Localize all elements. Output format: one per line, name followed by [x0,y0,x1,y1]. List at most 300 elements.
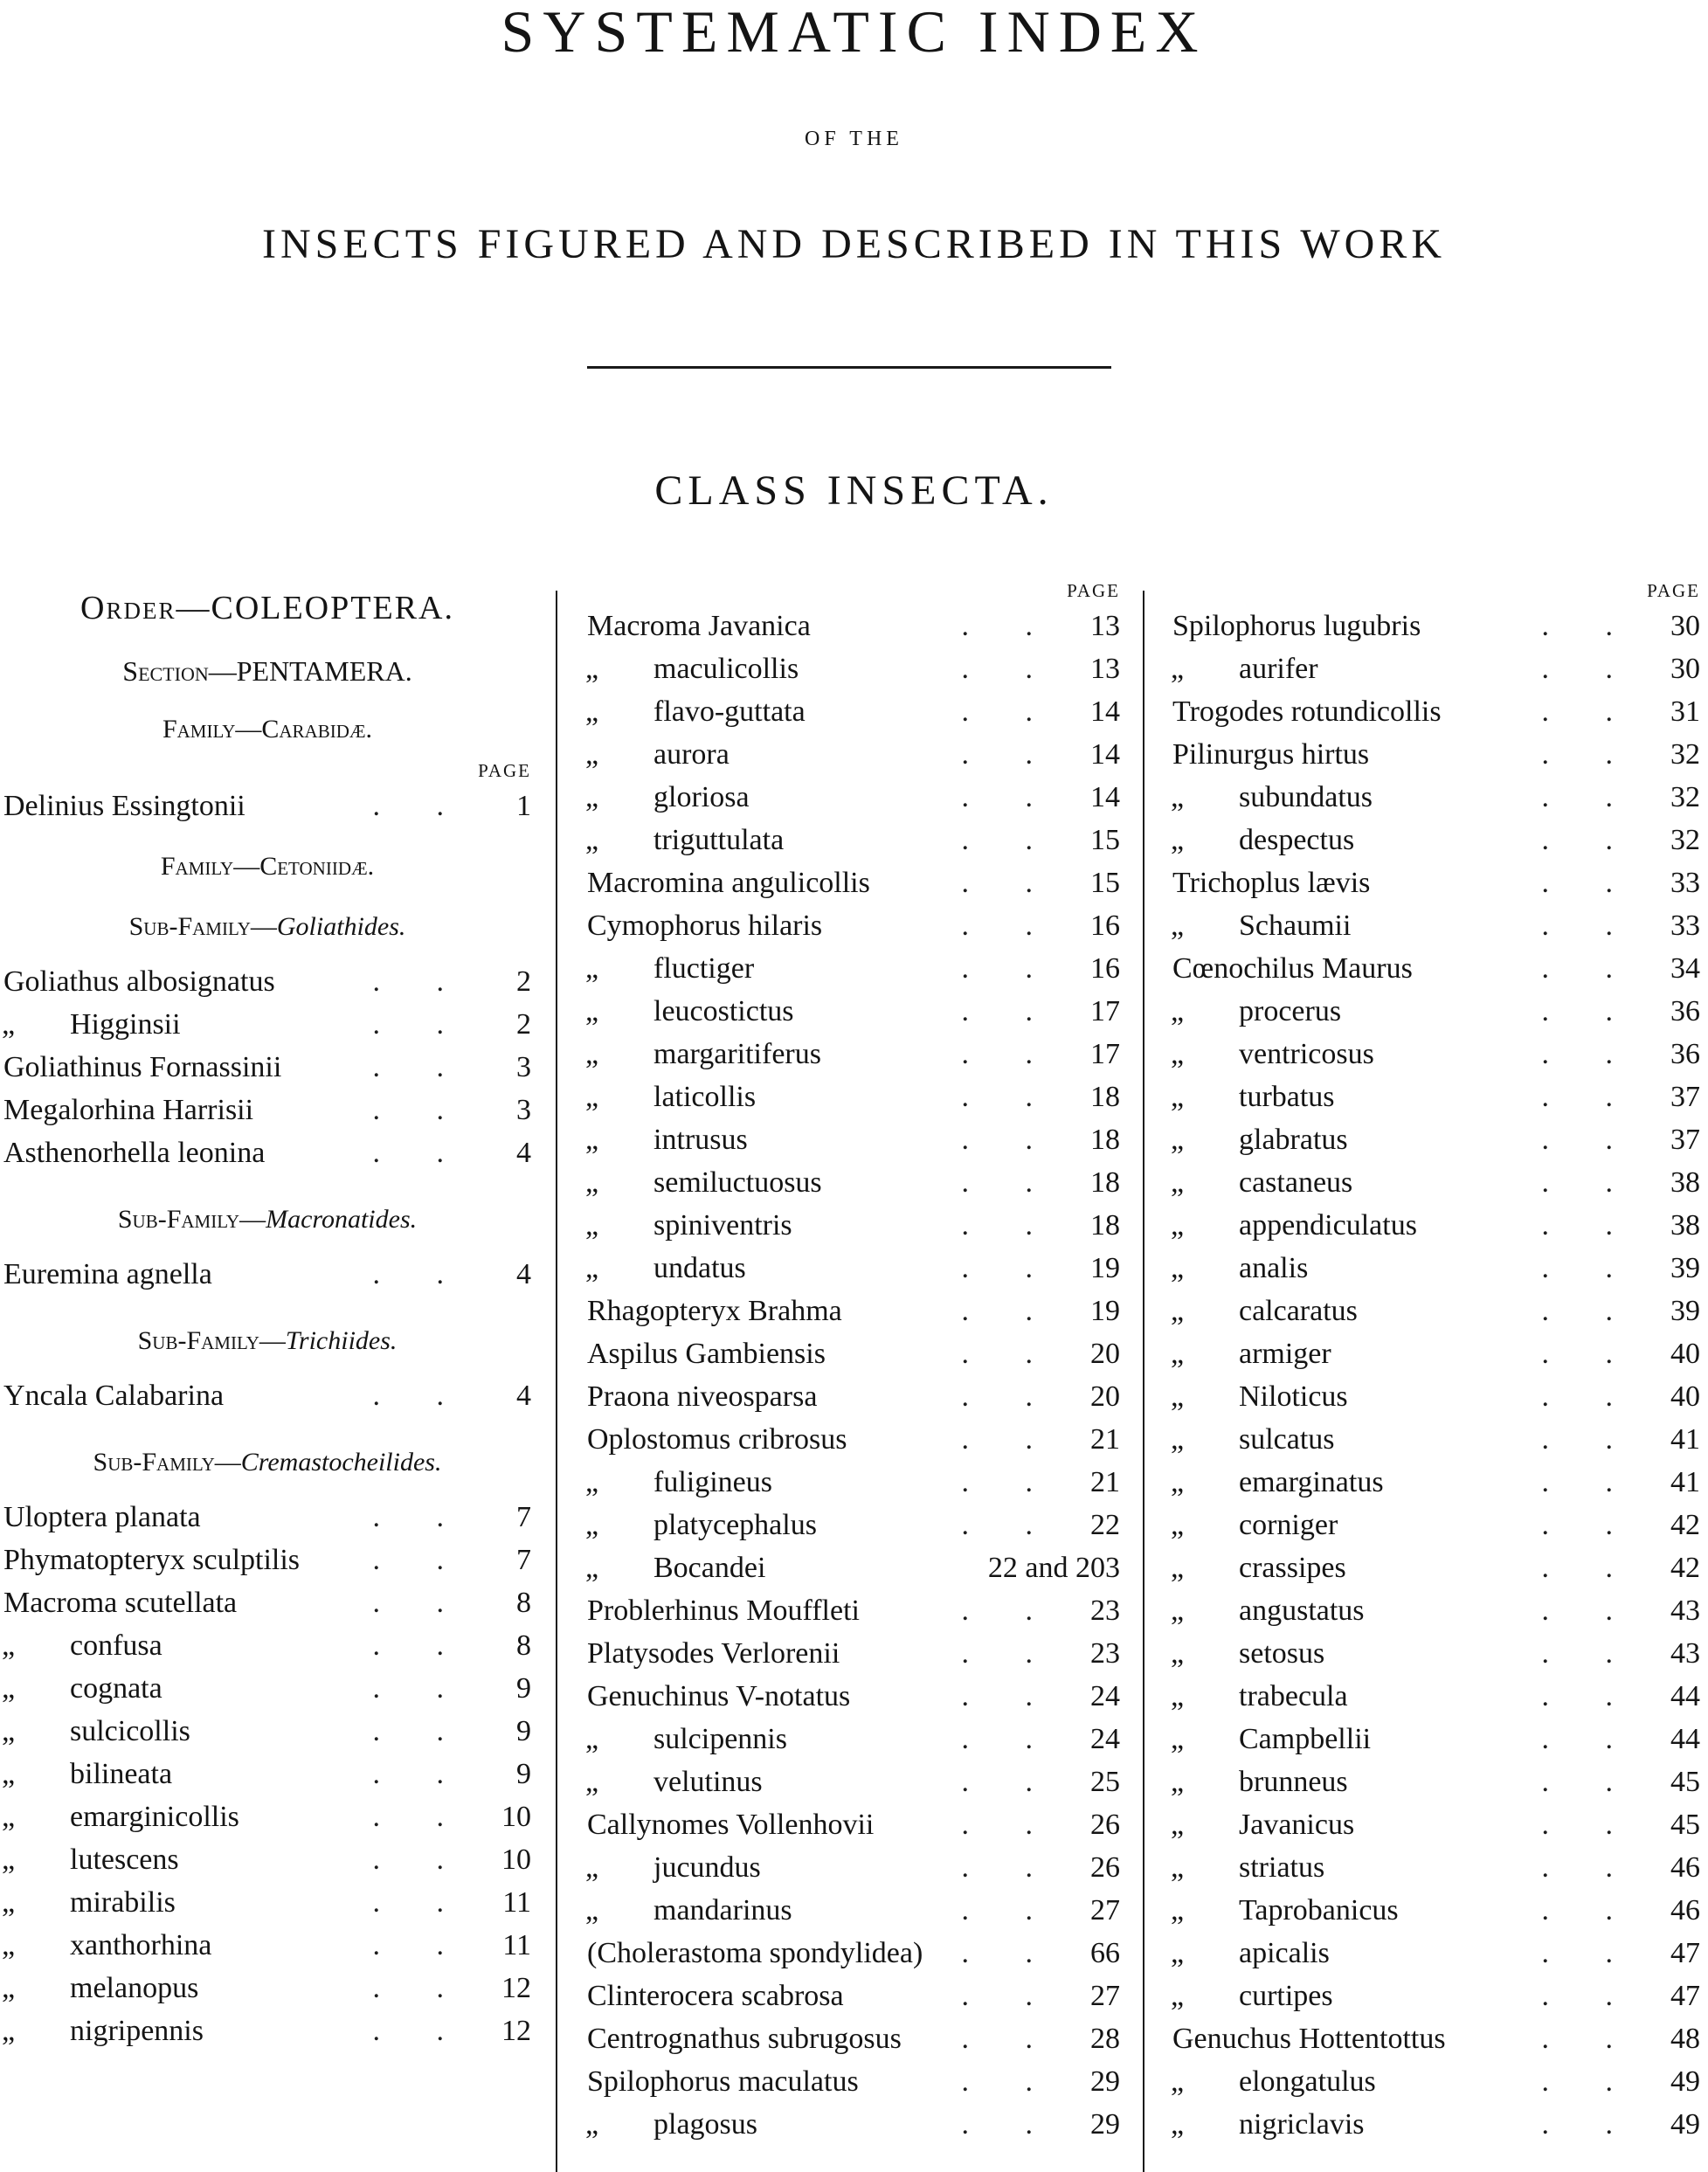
index-entry [1169,1076,1704,1118]
ditto-mark: „ [1171,1723,1185,1755]
index-entry [0,1046,535,1089]
entry-page: 49 [1670,2065,1700,2098]
entry-page: 39 [1670,1295,1700,1327]
entry-page: 31 [1670,695,1700,728]
entry-page: 24 [1090,1723,1120,1755]
leader-dots: . . [372,1758,468,1790]
entry-name: Trichoplus lævis [1172,867,1371,899]
ditto-mark: „ [1171,653,1185,685]
subfamily-prefix: Sub-Family— [128,912,277,941]
entry-page: 42 [1670,1509,1700,1541]
entry-name: melanopus [70,1972,199,2004]
entry-page: 33 [1670,867,1700,899]
entry-page: 12 [501,1972,531,2004]
entry-name: mirabilis [70,1886,176,1919]
ditto-mark: „ [585,995,599,1027]
entry-page: 9 [516,1758,531,1790]
leader-dots: . . [961,1423,1057,1456]
entry-page: 37 [1670,1124,1700,1156]
index-entry [1169,2103,1704,2146]
column-2-entries [584,605,1124,2146]
subfamily-heading-cremastocheilides [0,1429,535,1496]
page-column-header: PAGE [1067,580,1120,601]
entry-name: jucundus [653,1851,761,1884]
entry-name: Clinterocera scabrosa [587,1980,844,2012]
leader-dots: . . [1541,1423,1637,1456]
entry-page: 43 [1670,1637,1700,1670]
entry-page: 32 [1670,781,1700,813]
entry-name: Spilophorus lugubris [1172,610,1421,642]
index-entry [0,960,535,1003]
index-entry [584,904,1124,947]
leader-dots: . . [372,1137,468,1169]
entry-page: 39 [1670,1252,1700,1284]
entry-name: Macromina angulicollis [587,867,870,899]
class-heading: CLASS INSECTA. [654,467,1054,514]
entry-name: Genuchus Hottentottus [1172,2023,1446,2055]
leader-dots: . . [961,1723,1057,1755]
entry-name: Cœnochilus Maurus [1172,952,1413,985]
leader-dots: . . [961,695,1057,728]
entry-page: 8 [516,1587,531,1619]
index-entry [0,1253,535,1296]
index-entry [584,1632,1124,1675]
entry-page: 29 [1090,2065,1120,2098]
entry-page: 10 [501,1843,531,1876]
entry-name: semiluctuosus [653,1166,822,1199]
entry-page: 29 [1090,2108,1120,2141]
leader-dots: . . [1541,1851,1637,1884]
entry-page: 1 [516,790,531,822]
leader-dots: . . [1541,824,1637,856]
ditto-mark: „ [1171,781,1185,813]
entry-name: Rhagopteryx Brahma [587,1295,842,1327]
column-3-entries [1169,605,1704,2146]
entry-name: Problerhinus Mouffleti [587,1594,860,1627]
family-heading-carabidae: Family—Carabidæ. [162,715,373,744]
entry-page: 4 [516,1137,531,1169]
entry-name: setosus [1239,1637,1325,1670]
ditto-mark: „ [585,1252,599,1284]
entry-name: Yncala Calabarina [3,1380,225,1412]
entry-name: angustatus [1239,1594,1365,1627]
index-entry [584,1247,1124,1290]
entry-name: Delinius Essingtonii [3,790,245,822]
entry-page: 47 [1670,1937,1700,1969]
index-entry [0,1374,535,1417]
leader-dots: . . [1541,1766,1637,1798]
index-entry [1169,1332,1704,1375]
index-entry [1169,1418,1704,1461]
ditto-mark: „ [1171,1252,1185,1284]
entry-name: Bocandei [653,1552,766,1584]
entry-name: Oplostomus cribrosus [587,1423,847,1456]
entry-name: laticollis [653,1081,757,1113]
entry-page: 18 [1090,1081,1120,1113]
leader-dots: . . [961,2065,1057,2098]
ditto-mark: „ [1171,1081,1185,1113]
leader-dots: . . [961,781,1057,813]
entry-page: 44 [1670,1723,1700,1755]
ditto-mark: „ [585,1509,599,1541]
index-entry [584,819,1124,861]
entry-page: 17 [1090,995,1120,1027]
leader-dots: . . [961,1851,1057,1884]
leader-dots: . . [372,1051,468,1083]
index-entry [1169,947,1704,990]
index-entry [1169,1889,1704,1932]
index-entry [0,1967,535,2009]
entry-name: xanthorhina [70,1929,212,1961]
index-entry [584,1975,1124,2017]
subfamily-heading-trichiides [0,1308,535,1374]
subfamily-heading-goliathides [0,894,535,960]
ditto-mark: „ [1171,1637,1185,1670]
ditto-mark: „ [2,1801,16,1833]
ditto-mark: „ [1171,1937,1185,1969]
index-entry [584,2060,1124,2103]
entry-page: 30 [1670,653,1700,685]
entry-page: 17 [1090,1038,1120,1070]
entry-name: Javanicus [1239,1809,1355,1841]
index-entry [1169,2017,1704,2060]
index-entry [1169,1546,1704,1589]
entry-page: 15 [1090,824,1120,856]
entry-name: brunneus [1239,1766,1348,1798]
entry-page: 9 [516,1672,531,1705]
entry-name: Centrognathus subrugosus [587,2023,902,2055]
index-entry [584,647,1124,690]
entry-page: 4 [516,1380,531,1412]
leader-dots: . . [961,1252,1057,1284]
page-column-header: PAGE [478,760,531,781]
subfamily-prefix: Sub-Family— [137,1326,286,1355]
ditto-mark: „ [1171,1338,1185,1370]
ditto-mark: „ [2,1715,16,1747]
leader-dots: . . [1541,2065,1637,2098]
index-entry [584,1846,1124,1889]
leader-dots: . . [1541,867,1637,899]
entry-name: fluctiger [653,952,755,985]
entry-name: gloriosa [653,781,750,813]
entry-name: Taprobanicus [1239,1894,1399,1926]
index-entry [584,1546,1124,1589]
leader-dots: . . [961,1937,1057,1969]
entry-name: emarginatus [1239,1466,1384,1498]
leader-dots: . . [372,2015,468,2047]
entry-page: 46 [1670,1851,1700,1884]
index-entry [584,947,1124,990]
ditto-mark: „ [1171,1552,1185,1584]
entry-page: 13 [1090,610,1120,642]
leader-dots: . . [961,1637,1057,1670]
entry-name: armiger [1239,1338,1331,1370]
leader-dots: . . [961,1809,1057,1841]
index-column-1 [0,577,535,2052]
order-prefix: Order— [80,590,211,626]
index-entry [584,1889,1124,1932]
entry-page: 43 [1670,1594,1700,1627]
entry-page: 14 [1090,781,1120,813]
leader-dots: . . [1541,1466,1637,1498]
entry-page: 47 [1670,1980,1700,2012]
leader-dots: . . [961,2108,1057,2141]
entry-name: Asthenorhella leonina [3,1137,266,1169]
entry-page: 2 [516,965,531,998]
index-entry [1169,1033,1704,1076]
entry-name: Aspilus Gambiensis [587,1338,826,1370]
leader-dots: . . [1541,738,1637,771]
entry-page: 20 [1090,1338,1120,1370]
entry-name: Cymophorus hilaris [587,910,823,942]
leader-dots: . . [372,1715,468,1747]
entry-name: despectus [1239,824,1355,856]
index-entry [584,2017,1124,2060]
entry-name: crassipes [1239,1552,1346,1584]
leader-dots: . . [961,1594,1057,1627]
index-column-3 [1169,577,1704,2146]
entry-name: Megalorhina Harrisii [3,1094,254,1126]
index-entry [0,785,535,827]
entry-page: 41 [1670,1466,1700,1498]
entry-page: 38 [1670,1209,1700,1242]
entry-name: Niloticus [1239,1380,1348,1413]
leader-dots: . . [372,1972,468,2004]
leader-dots: . . [961,1338,1057,1370]
leader-dots: . . [1541,1166,1637,1199]
order-name: COLEOPTERA. [211,590,454,626]
leader-dots: . . [961,1509,1057,1541]
entry-name: confusa [70,1629,163,1662]
entry-name: striatus [1239,1851,1325,1884]
index-entry [1169,1632,1704,1675]
entry-name: bilineata [70,1758,173,1790]
index-entry [584,1718,1124,1760]
entry-name: nigripennis [70,2015,204,2047]
leader-dots: . . [1541,2023,1637,2055]
entry-page: 45 [1670,1809,1700,1841]
leader-dots: . . [372,1008,468,1041]
entry-name: Pilinurgus hirtus [1172,738,1370,771]
index-entry [1169,1247,1704,1290]
ditto-mark: „ [1171,2065,1185,2098]
leader-dots: . . [1541,1380,1637,1413]
leader-dots: . . [961,1038,1057,1070]
entry-name: emarginicollis [70,1801,239,1833]
leader-dots: . . [1541,1809,1637,1841]
ditto-mark: „ [2,2015,16,2047]
index-entry [1169,605,1704,647]
index-entry [1169,861,1704,904]
leader-dots: . . [961,1124,1057,1156]
leader-dots: . . [1541,1894,1637,1926]
ditto-mark: „ [1171,1166,1185,1199]
entry-page: 28 [1090,2023,1120,2055]
ditto-mark: „ [2,1672,16,1705]
leader-dots: . . [961,910,1057,942]
index-entry [1169,733,1704,776]
index-entry [1169,819,1704,861]
entry-page: 19 [1090,1252,1120,1284]
entry-name: appendiculatus [1239,1209,1417,1242]
index-entry [1169,776,1704,819]
entry-name: subundatus [1239,781,1373,813]
ditto-mark: „ [585,738,599,771]
ditto-mark: „ [585,1166,599,1199]
leader-dots: . . [1541,995,1637,1027]
index-entry [1169,990,1704,1033]
leader-dots: . . [961,1980,1057,2012]
index-entry [1169,1975,1704,2017]
index-entry [0,1581,535,1624]
leader-dots: . . [372,965,468,998]
entry-name: nigriclavis [1239,2108,1365,2141]
entry-name: spiniventris [653,1209,792,1242]
leader-dots: . . [961,1894,1057,1926]
leader-dots: . . [1541,910,1637,942]
ditto-mark: „ [1171,824,1185,856]
index-entry [1169,1204,1704,1247]
index-subtitle: INSECTS FIGURED AND DESCRIBED IN THIS WORK [262,221,1446,267]
leader-dots: . . [372,1672,468,1705]
entry-page: 49 [1670,2108,1700,2141]
index-entry [584,1418,1124,1461]
ditto-mark: „ [1171,1124,1185,1156]
entry-page: 14 [1090,695,1120,728]
ditto-mark: „ [2,1008,16,1041]
leader-dots: . . [961,2023,1057,2055]
entry-name: calcaratus [1239,1295,1358,1327]
entry-page: 33 [1670,910,1700,942]
ditto-mark: „ [585,1038,599,1070]
leader-dots: . . [961,995,1057,1027]
entry-name: margaritiferus [653,1038,821,1070]
leader-dots: . . [1541,781,1637,813]
entry-page: 37 [1670,1081,1700,1113]
leader-dots: . . [1541,1295,1637,1327]
index-entry [584,990,1124,1033]
goliath-entries [0,960,535,1174]
entry-page: 23 [1090,1637,1120,1670]
entry-name: intrusus [653,1124,748,1156]
entry-name: Goliathinus Fornassinii [3,1051,282,1083]
entry-page: 22 [1090,1509,1120,1541]
leader-dots: . . [1541,1124,1637,1156]
index-entry [1169,1803,1704,1846]
ditto-mark: „ [2,1843,16,1876]
column-divider-left [556,591,557,2172]
entry-name: Campbellii [1239,1723,1372,1755]
entry-page: 25 [1090,1766,1120,1798]
leader-dots: . . [1541,1509,1637,1541]
entry-name: procerus [1239,995,1342,1027]
ditto-mark: „ [1171,1423,1185,1456]
entry-name: sulcatus [1239,1423,1335,1456]
index-entry [1169,647,1704,690]
leader-dots: . . [961,653,1057,685]
entry-name: sulcicollis [70,1715,190,1747]
leader-dots: . . [1541,1081,1637,1113]
entry-name: Praona niveosparsa [587,1380,818,1413]
index-entry [0,1089,535,1131]
leader-dots: . . [1541,610,1637,642]
ditto-mark: „ [1171,1209,1185,1242]
entry-name: trabecula [1239,1680,1348,1712]
index-entry [1169,690,1704,733]
ditto-mark: „ [1171,1680,1185,1712]
index-entry [0,1667,535,1710]
subfamily-name: Goliathides. [276,912,406,941]
index-entry [0,1496,535,1539]
leader-dots: . . [1541,952,1637,985]
index-entry [1169,1675,1704,1718]
ditto-mark: „ [1171,1851,1185,1884]
index-entry [584,1461,1124,1504]
of-the-line: OF THE [805,128,903,150]
index-entry [584,1675,1124,1718]
leader-dots: . . [1541,1552,1637,1584]
entry-page: 3 [516,1094,531,1126]
index-entry [584,1504,1124,1546]
subfamily-name: Cremastocheilides. [240,1448,442,1477]
subfamily-name: Macronatides. [266,1205,418,1234]
index-entry [1169,904,1704,947]
entry-name: analis [1239,1252,1309,1284]
ditto-mark: „ [1171,1809,1185,1841]
entry-page: 16 [1090,952,1120,985]
index-entry [0,1753,535,1795]
ditto-mark: „ [585,1124,599,1156]
entry-page: 66 [1090,1937,1120,1969]
leader-dots: . . [372,1801,468,1833]
entry-name: undatus [653,1252,746,1284]
entry-name: cognata [70,1672,163,1705]
index-entry [584,1033,1124,1076]
entry-page: 36 [1670,995,1700,1027]
entry-page: 15 [1090,867,1120,899]
index-entry [1169,1461,1704,1504]
entry-page: 22 and 203 [987,1552,1120,1584]
index-entry [584,1760,1124,1803]
index-entry [584,1076,1124,1118]
ditto-mark: „ [585,1851,599,1884]
leader-dots: . . [961,1680,1057,1712]
leader-dots: . . [1541,1680,1637,1712]
entry-page: 34 [1670,952,1700,985]
entry-page: 26 [1090,1851,1120,1884]
leader-dots: . . [961,610,1057,642]
entry-page: 36 [1670,1038,1700,1070]
index-entry [1169,1290,1704,1332]
entry-name: mandarinus [653,1894,792,1926]
entry-name: curtipes [1239,1980,1333,2012]
leader-dots: . . [1541,1637,1637,1670]
entry-name: velutinus [653,1766,763,1798]
entry-name: sulcipennis [653,1723,787,1755]
section-heading [0,640,535,702]
leader-dots: . . [372,1094,468,1126]
index-entry [584,1161,1124,1204]
index-entry [0,1795,535,1838]
entry-page: 40 [1670,1380,1700,1413]
index-entry [0,1539,535,1581]
entry-name: aurora [653,738,730,771]
ditto-mark: „ [585,2108,599,2141]
entry-name: Schaumii [1239,910,1352,942]
index-entry [584,861,1124,904]
entry-page: 45 [1670,1766,1700,1798]
entry-page: 4 [516,1258,531,1290]
